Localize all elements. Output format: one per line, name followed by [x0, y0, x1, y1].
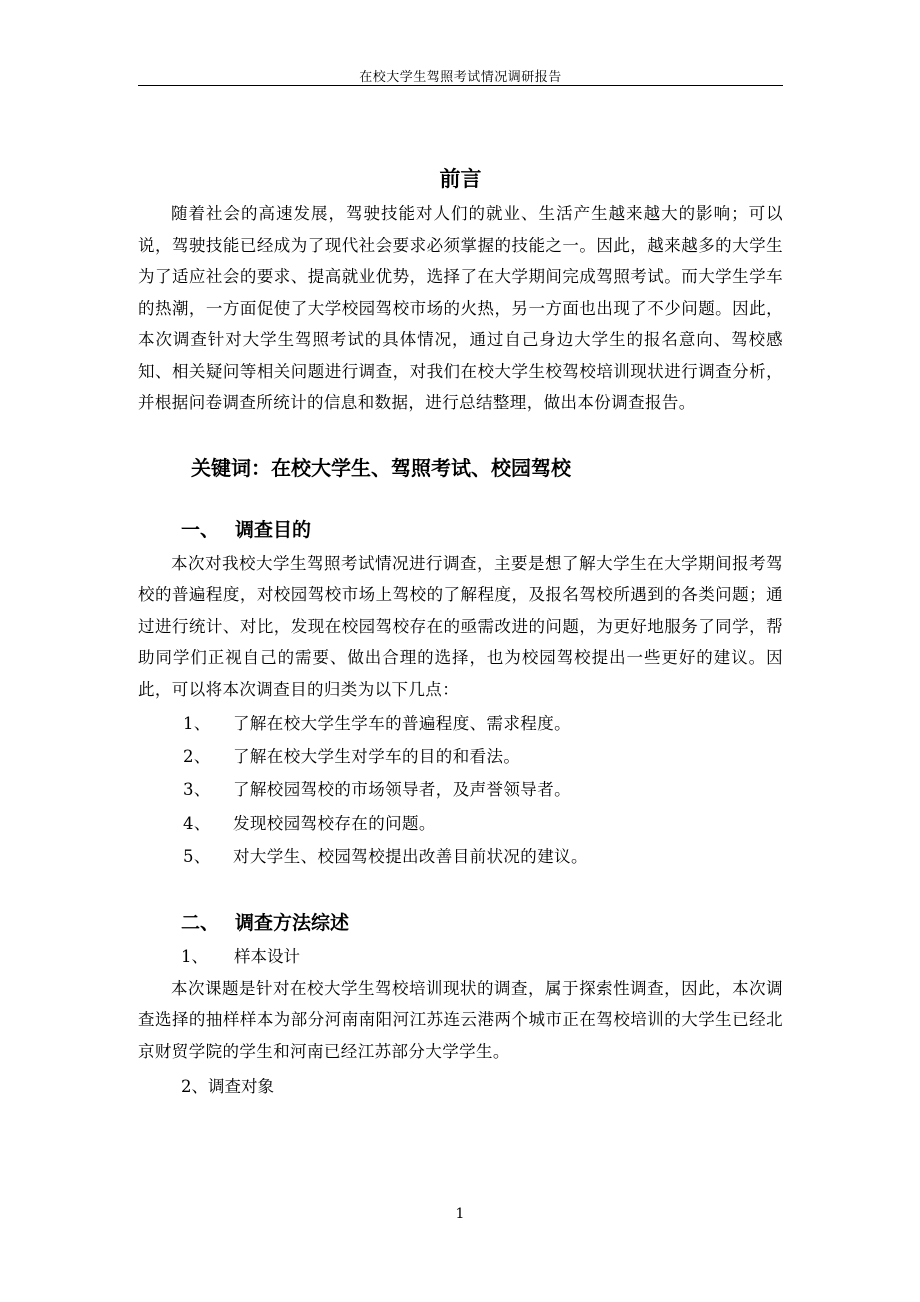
list-item — [138, 840, 783, 873]
section-2-number: 二、 — [181, 912, 220, 935]
subsection-title: 样本设计 — [234, 947, 300, 967]
section-1-heading — [181, 512, 783, 548]
subsection-sample-design — [138, 941, 783, 973]
subsection-number: 1、 — [181, 947, 208, 967]
list-item-number: 4、 — [183, 813, 211, 833]
subsection-survey-subjects: 2、调查对象 — [181, 1077, 274, 1097]
list-item-text: 对大学生、校园驾校提出改善目前状况的建议。 — [233, 846, 588, 866]
running-header: 在校大学生驾照考试情况调研报告 — [359, 70, 562, 85]
preface-title: 前言 — [439, 167, 482, 191]
section-1-title: 调查目的 — [235, 518, 312, 541]
list-item-number: 3、 — [183, 780, 211, 800]
list-item — [138, 740, 783, 773]
purpose-list — [138, 707, 783, 873]
list-item-text: 了解在校大学生对学车的目的和看法。 — [233, 747, 521, 767]
section-1-paragraph: 本次对我校大学生驾照考试情况进行调查，主要是想了解大学生在大学期间报考驾校的普遍程度，对校园驾校市场上驾校的了解程度，及报名驾校所遇到的各类问题；通过进行统计、对比，发现在校园驾校存在的亟需改进的问题，为更好地服务了同学，帮助同学们正视自己的需要、做出合理的选择，也为校园驾校提出一些更好的建议。因此，可以将本次调查目的归类为以下几点： — [138, 553, 783, 699]
page-content — [138, 160, 783, 1103]
preface-paragraph: 随着社会的高速发展，驾驶技能对人们的就业、生活产生越来越大的影响；可以说，驾驶技能已经成为了现代社会要求必须掌握的技能之一。因此，越来越多的大学生为了适应社会的要求、提高就业优势，选择了在大学期间完成驾照考试。而大学生学车的热潮，一方面促使了大学校园驾校市场的火热，另一方面也出现了不少问题。因此，本次调查针对大学生驾照考试的具体情况，通过自己身边大学生的报名意向、驾校感知、相关疑问等相关问题进行调查，对我们在校大学生校驾校培训现状进行调查分析，并根据问卷调查所统计的信息和数据，进行总结整理，做出本份调查报告。 — [138, 204, 783, 412]
section-1-number: 一、 — [181, 518, 220, 541]
list-item-text: 了解校园驾校的市场领导者，及声誉领导者。 — [233, 780, 571, 800]
list-item — [138, 707, 783, 740]
list-item-number: 2、 — [183, 747, 211, 767]
list-item-number: 1、 — [183, 714, 211, 733]
page-number: 1 — [455, 1206, 465, 1222]
header-rule — [138, 85, 783, 86]
list-item — [138, 773, 783, 806]
section-2-paragraph: 本次课题是针对在校大学生驾校培训现状的调查，属于探索性调查，因此，本次调查选择的抽样样本为部分河南南阳河江苏连云港两个城市正在驾校培训的大学生已经北京财贸学院的学生和河南已经江苏部分大学学生。 — [138, 978, 783, 1061]
section-2-heading — [181, 905, 783, 941]
list-item-text: 了解在校大学生学车的普遍程度、需求程度。 — [233, 714, 571, 733]
list-item — [138, 807, 783, 840]
section-2-title: 调查方法综述 — [235, 912, 350, 935]
list-item-number: 5、 — [183, 846, 211, 866]
list-item-text: 发现校园驾校存在的问题。 — [233, 813, 436, 833]
keywords-line: 关键词：在校大学生、驾照考试、校园驾校 — [191, 455, 571, 480]
